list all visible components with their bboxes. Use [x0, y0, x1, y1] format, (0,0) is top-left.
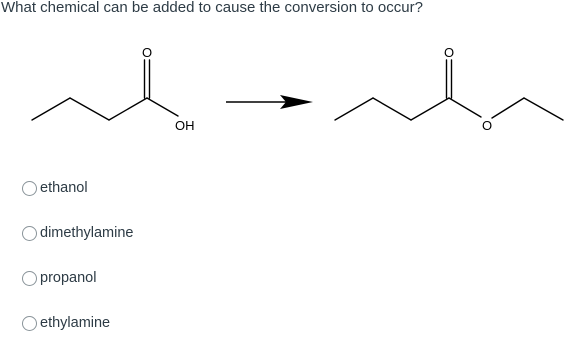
radio-button[interactable] [22, 181, 37, 196]
reactant-structure [32, 60, 178, 120]
option-label: ethanol [40, 180, 88, 196]
option-label: ethylamine [40, 315, 111, 331]
option-label: dimethylamine [40, 225, 134, 241]
option-dimethylamine[interactable] [22, 223, 134, 243]
radio-button[interactable] [22, 316, 37, 331]
product-bond [335, 98, 373, 120]
product-bond [524, 98, 563, 120]
option-label: propanol [40, 270, 97, 286]
radio-button[interactable] [22, 271, 37, 286]
option-ethylamine[interactable] [22, 313, 110, 333]
reaction-arrow [226, 95, 313, 109]
reactant-carbonyl-oxygen-label: O [142, 45, 153, 60]
question-text: What chemical can be added to cause the conversion to occur? [1, 0, 423, 16]
product-ester-oxygen-label: O [482, 118, 493, 133]
option-ethanol[interactable] [22, 178, 88, 198]
product-carbonyl-oxygen-label: O [444, 45, 455, 60]
option-propanol[interactable] [22, 268, 96, 288]
reactant-bond [109, 98, 147, 120]
product-bond [411, 98, 449, 120]
reactant-bond [147, 98, 178, 116]
product-bond [373, 98, 411, 120]
reactant-bond [70, 98, 109, 120]
reactant-hydroxyl-label: OH [175, 118, 195, 133]
reaction-scheme [0, 0, 573, 170]
reactant-bond [32, 98, 70, 120]
product-bond [492, 98, 524, 118]
product-bond [449, 98, 481, 117]
radio-button[interactable] [22, 226, 37, 241]
product-structure [335, 60, 563, 120]
